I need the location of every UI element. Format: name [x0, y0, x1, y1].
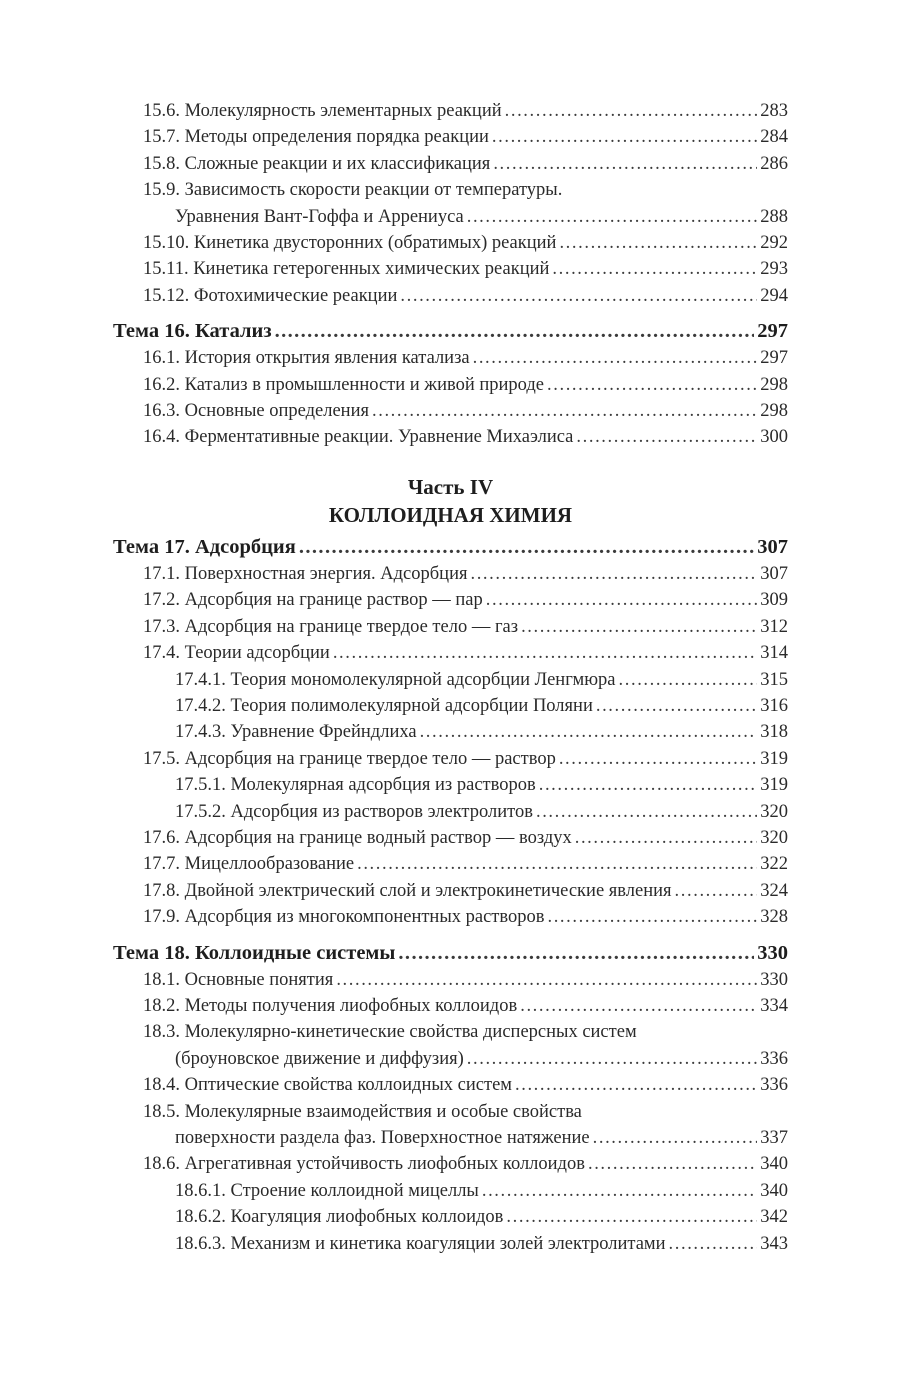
topic-title: Тема 17. Адсорбция: [113, 535, 296, 558]
leader-dots: [521, 614, 757, 640]
entry-title: 18.6. Агрегативная устойчивость лиофобных коллоидов: [143, 1154, 585, 1175]
entry-title: 15.12. Фотохимические реакции: [143, 285, 398, 306]
part-label: Часть IV: [407, 474, 494, 499]
entry-title: 17.9. Адсорбция из многокомпонентных растворов: [143, 907, 545, 928]
entry-title: 16.2. Катализ в промышленности и живой природе: [143, 374, 545, 395]
leader-dots: [398, 939, 754, 967]
entry-title: 18.4. Оптические свойства коллоидных систем: [143, 1075, 512, 1096]
toc-entry-17-4-1[interactable]: [113, 667, 788, 693]
toc-entry-17-3[interactable]: [113, 614, 788, 640]
page-number: 298: [760, 374, 788, 395]
toc-entry-15-9[interactable]: [113, 177, 788, 230]
page-number: 294: [760, 285, 788, 306]
leader-dots: [593, 1125, 758, 1151]
toc-entry-16-2[interactable]: [113, 372, 788, 398]
toc-entry-17-4-3[interactable]: [113, 719, 788, 745]
page-number: 320: [760, 827, 788, 848]
leader-dots: [536, 799, 757, 825]
toc-entry-16-3[interactable]: [113, 398, 788, 424]
page-number: 307: [760, 563, 788, 584]
entry-title: 16.3. Основные определения: [143, 401, 369, 422]
page-number: 316: [760, 695, 788, 716]
page-number: 336: [760, 1048, 788, 1069]
page-number: 309: [760, 590, 788, 611]
entry-title: 18.2. Методы получения лиофобных коллоидов: [143, 995, 518, 1016]
toc-entry-17-6[interactable]: [113, 825, 788, 851]
toc-entry-18-6[interactable]: [113, 1151, 788, 1177]
entry-title: 18.3. Молекулярно-кинетические свойства дисперсных систем: [143, 1022, 637, 1043]
toc-entry-15-12[interactable]: [113, 283, 788, 309]
toc-entry-18-5[interactable]: [113, 1099, 788, 1152]
toc-entry-17-1[interactable]: [113, 561, 788, 587]
page-number: 319: [760, 775, 788, 796]
leader-dots: [515, 1072, 757, 1098]
page-number: 337: [760, 1128, 788, 1148]
page-number: 322: [760, 854, 788, 875]
page-number: 300: [760, 427, 788, 448]
leader-dots: [547, 904, 757, 930]
entry-title: 17.4.3. Уравнение Фрейндлиха: [175, 722, 417, 743]
leader-dots: [400, 283, 757, 309]
page-number: 315: [760, 669, 788, 690]
entry-title: 17.8. Двойной электрический слой и электрокинетические явления: [143, 880, 672, 901]
toc-topic-18[interactable]: [113, 939, 788, 967]
toc-entry-15-8[interactable]: [113, 151, 788, 177]
page-number: 328: [760, 907, 788, 928]
page-number: 288: [760, 206, 788, 227]
toc-entry-18-4[interactable]: [113, 1072, 788, 1098]
entry-title: 18.1. Основные понятия: [143, 969, 334, 990]
leader-dots: [420, 719, 758, 745]
leader-dots: [467, 204, 758, 230]
toc-entry-18-2[interactable]: [113, 993, 788, 1019]
toc-entry-17-5[interactable]: [113, 746, 788, 772]
entry-title: 17.3. Адсорбция на границе твердое тело — газ: [143, 616, 519, 637]
entry-title: 17.4.2. Теория полимолекулярной адсорбции Поляни: [175, 695, 593, 716]
leader-dots: [520, 993, 757, 1019]
page-number: 286: [760, 153, 788, 174]
topic-title: Тема 18. Коллоидные системы: [113, 941, 396, 964]
leader-dots: [299, 533, 754, 561]
entry-title: 15.9. Зависимость скорости реакции от температуры.: [143, 180, 563, 201]
page-number: 307: [757, 535, 788, 558]
entry-title: 15.10. Кинетика двусторонних (обратимых) реакций: [143, 233, 557, 254]
entry-title-continuation: поверхности раздела фаз. Поверхностное натяжение: [175, 1128, 590, 1148]
entry-title: 15.8. Сложные реакции и их классификация: [143, 153, 491, 174]
entry-title: 16.1. История открытия явления катализа: [143, 348, 470, 369]
leader-dots: [467, 1046, 757, 1072]
entry-title-continuation: (броуновское движение и диффузия): [175, 1048, 464, 1069]
toc-entry-17-4[interactable]: [113, 640, 788, 666]
entry-title: 17.4.1. Теория мономолекулярной адсорбции Ленгмюра: [175, 669, 616, 690]
page-number: 319: [760, 748, 788, 769]
part-title: КОЛЛОИДНАЯ ХИМИЯ: [328, 502, 573, 527]
entry-title: 16.4. Ферментативные реакции. Уравнение Михаэлиса: [143, 427, 574, 448]
toc-entry-18-6-3[interactable]: [113, 1231, 788, 1257]
toc-entry-18-6-2[interactable]: [113, 1204, 788, 1230]
page-number: 297: [760, 348, 788, 369]
toc-entry-15-6[interactable]: [113, 98, 788, 124]
entry-title: 15.7. Методы определения порядка реакции: [143, 127, 489, 148]
page-number: 292: [760, 233, 788, 254]
page-number: 340: [760, 1180, 788, 1201]
toc-entry-15-11[interactable]: [113, 256, 788, 282]
entry-title: 17.5.2. Адсорбция из растворов электролитов: [175, 801, 533, 822]
leader-dots: [547, 372, 757, 398]
page-number: 318: [760, 722, 788, 743]
toc-entry-18-3[interactable]: [113, 1019, 788, 1072]
entry-title: 17.2. Адсорбция на границе раствор — пар: [143, 590, 483, 611]
entry-title: 17.4. Теории адсорбции: [143, 643, 330, 664]
toc-entry-18-1[interactable]: [113, 967, 788, 993]
leader-dots: [357, 851, 757, 877]
toc-entry-17-7[interactable]: [113, 851, 788, 877]
part-heading: [113, 473, 788, 529]
leader-dots: [333, 640, 757, 666]
entry-title: 17.1. Поверхностная энергия. Адсорбция: [143, 563, 468, 584]
leader-dots: [506, 1204, 757, 1230]
page-number: 283: [760, 101, 788, 121]
page-number: 343: [760, 1233, 788, 1254]
page-number: 324: [760, 880, 788, 901]
topic-title: Тема 16. Катализ: [113, 320, 272, 343]
page-number: 297: [757, 320, 788, 343]
leader-dots: [470, 561, 757, 587]
page-number: 284: [760, 127, 788, 148]
toc-topic-17[interactable]: [113, 533, 788, 561]
entry-title: 17.5. Адсорбция на границе твердое тело — раствор: [143, 748, 556, 769]
leader-dots: [505, 98, 758, 124]
table-of-contents: [113, 98, 788, 1257]
entry-title: 17.7. Мицеллообразование: [143, 854, 355, 875]
leader-dots: [559, 746, 757, 772]
toc-entry-17-4-2[interactable]: [113, 693, 788, 719]
leader-dots: [482, 1178, 757, 1204]
toc-topic-16[interactable]: [113, 317, 788, 345]
page-number: 312: [760, 616, 788, 637]
leader-dots: [552, 256, 757, 282]
toc-entry-15-7[interactable]: [113, 124, 788, 150]
toc-entry-17-2[interactable]: [113, 587, 788, 613]
toc-entry-17-9[interactable]: [113, 904, 788, 930]
leader-dots: [473, 345, 758, 371]
page-number: 336: [760, 1075, 788, 1096]
entry-title-continuation: Уравнения Вант-Гоффа и Аррениуса: [175, 206, 464, 227]
page-number: 320: [760, 801, 788, 822]
page-number: 298: [760, 401, 788, 422]
page-number: 342: [760, 1207, 788, 1228]
toc-entry-17-8[interactable]: [113, 878, 788, 904]
entry-title: 17.6. Адсорбция на границе водный раствор — воздух: [143, 827, 572, 848]
toc-entry-18-6-1[interactable]: [113, 1178, 788, 1204]
page-number: 293: [760, 259, 788, 280]
toc-entry-17-5-2[interactable]: [113, 799, 788, 825]
leader-dots: [275, 317, 755, 345]
page-number: 334: [760, 995, 788, 1016]
page-number: 314: [760, 643, 788, 664]
entry-title: 18.6.3. Механизм и кинетика коагуляции золей электролитами: [175, 1233, 666, 1254]
page-number: 330: [757, 941, 788, 964]
page-number: 340: [760, 1154, 788, 1175]
leader-dots: [669, 1231, 758, 1257]
entry-title: 18.6.2. Коагуляция лиофобных коллоидов: [175, 1207, 504, 1228]
toc-entry-17-5-1[interactable]: [113, 772, 788, 798]
leader-dots: [575, 825, 758, 851]
leader-dots: [492, 124, 757, 150]
leader-dots: [336, 967, 757, 993]
leader-dots: [539, 772, 758, 798]
leader-dots: [576, 424, 757, 450]
toc-entry-15-10[interactable]: [113, 230, 788, 256]
toc-entry-16-4[interactable]: [113, 424, 788, 450]
leader-dots: [372, 398, 757, 424]
page-number: 330: [760, 969, 788, 990]
leader-dots: [486, 587, 757, 613]
entry-title: 15.11. Кинетика гетерогенных химических реакций: [143, 259, 550, 280]
leader-dots: [619, 667, 758, 693]
leader-dots: [588, 1151, 757, 1177]
leader-dots: [493, 151, 757, 177]
leader-dots: [675, 878, 758, 904]
entry-title: 15.6. Молекулярность элементарных реакций: [143, 101, 502, 121]
toc-entry-16-1[interactable]: [113, 345, 788, 371]
leader-dots: [596, 693, 757, 719]
leader-dots: [559, 230, 757, 256]
entry-title: 18.5. Молекулярные взаимодействия и особые свойства: [143, 1101, 582, 1122]
entry-title: 17.5.1. Молекулярная адсорбция из растворов: [175, 775, 536, 796]
entry-title: 18.6.1. Строение коллоидной мицеллы: [175, 1180, 479, 1201]
